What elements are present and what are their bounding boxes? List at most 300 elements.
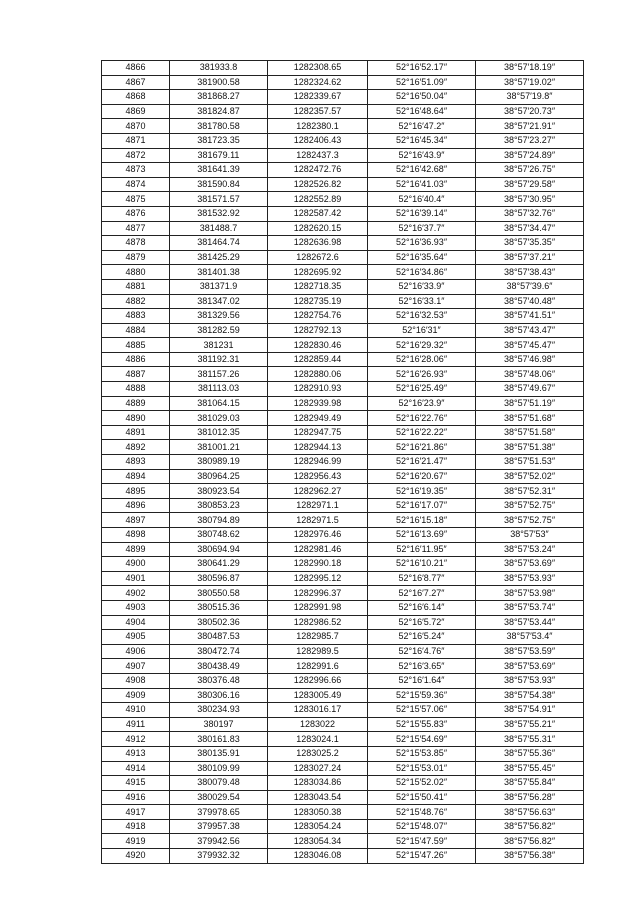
y-coordinate-cell: 1282437.3 <box>268 148 368 163</box>
table-row <box>102 250 584 265</box>
y-coordinate-cell: 1282991.6 <box>268 659 368 674</box>
longitude-cell: 38°57′18.19″ <box>476 61 584 76</box>
point-number-cell: 4913 <box>102 746 170 761</box>
x-coordinate-cell: 381933.8 <box>170 61 268 76</box>
x-coordinate-cell: 380472.74 <box>170 644 268 659</box>
y-coordinate-cell: 1283054.34 <box>268 834 368 849</box>
point-number-cell: 4867 <box>102 75 170 90</box>
longitude-cell: 38°57′51.38″ <box>476 440 584 455</box>
longitude-cell: 38°57′53.69″ <box>476 557 584 572</box>
table-row <box>102 834 584 849</box>
y-coordinate-cell: 1283050.38 <box>268 805 368 820</box>
table-row <box>102 469 584 484</box>
y-coordinate-cell: 1283046.08 <box>268 849 368 864</box>
y-coordinate-cell: 1282880.06 <box>268 367 368 382</box>
y-coordinate-cell: 1282995.12 <box>268 571 368 586</box>
point-number-cell: 4885 <box>102 338 170 353</box>
table-row <box>102 148 584 163</box>
latitude-cell: 52°16′33.1″ <box>368 294 476 309</box>
x-coordinate-cell: 380161.83 <box>170 732 268 747</box>
table-row <box>102 309 584 324</box>
longitude-cell: 38°57′52.75″ <box>476 498 584 513</box>
x-coordinate-cell: 381192.31 <box>170 352 268 367</box>
longitude-cell: 38°57′39.6″ <box>476 279 584 294</box>
point-number-cell: 4881 <box>102 279 170 294</box>
x-coordinate-cell: 381401.38 <box>170 265 268 280</box>
table-row <box>102 425 584 440</box>
x-coordinate-cell: 380923.54 <box>170 484 268 499</box>
latitude-cell: 52°16′8.77″ <box>368 571 476 586</box>
latitude-cell: 52°15′53.85″ <box>368 746 476 761</box>
y-coordinate-cell: 1282947.75 <box>268 425 368 440</box>
x-coordinate-cell: 381780.58 <box>170 119 268 134</box>
y-coordinate-cell: 1282406.43 <box>268 133 368 148</box>
longitude-cell: 38°57′56.28″ <box>476 790 584 805</box>
table-row <box>102 440 584 455</box>
x-coordinate-cell: 381231 <box>170 338 268 353</box>
longitude-cell: 38°57′41.51″ <box>476 309 584 324</box>
y-coordinate-cell: 1282339.67 <box>268 90 368 105</box>
y-coordinate-cell: 1282792.13 <box>268 323 368 338</box>
x-coordinate-cell: 380550.58 <box>170 586 268 601</box>
longitude-cell: 38°57′19.02″ <box>476 75 584 90</box>
table-row <box>102 528 584 543</box>
table-row <box>102 119 584 134</box>
x-coordinate-cell: 381012.35 <box>170 425 268 440</box>
point-number-cell: 4896 <box>102 498 170 513</box>
point-number-cell: 4878 <box>102 236 170 251</box>
table-row <box>102 133 584 148</box>
longitude-cell: 38°57′56.82″ <box>476 819 584 834</box>
x-coordinate-cell: 380989.19 <box>170 455 268 470</box>
x-coordinate-cell: 381371.9 <box>170 279 268 294</box>
y-coordinate-cell: 1282672.6 <box>268 250 368 265</box>
x-coordinate-cell: 380502.36 <box>170 615 268 630</box>
table-row <box>102 192 584 207</box>
table-row <box>102 761 584 776</box>
x-coordinate-cell: 381064.15 <box>170 396 268 411</box>
point-number-cell: 4866 <box>102 61 170 76</box>
y-coordinate-cell: 1282754.76 <box>268 309 368 324</box>
y-coordinate-cell: 1282718.35 <box>268 279 368 294</box>
latitude-cell: 52°15′48.76″ <box>368 805 476 820</box>
y-coordinate-cell: 1282986.52 <box>268 615 368 630</box>
x-coordinate-cell: 380794.89 <box>170 513 268 528</box>
y-coordinate-cell: 1283025.2 <box>268 746 368 761</box>
table-row <box>102 513 584 528</box>
latitude-cell: 52°15′52.02″ <box>368 776 476 791</box>
y-coordinate-cell: 1282695.92 <box>268 265 368 280</box>
longitude-cell: 38°57′30.95″ <box>476 192 584 207</box>
point-number-cell: 4879 <box>102 250 170 265</box>
point-number-cell: 4910 <box>102 703 170 718</box>
y-coordinate-cell: 1282996.66 <box>268 673 368 688</box>
y-coordinate-cell: 1282996.37 <box>268 586 368 601</box>
y-coordinate-cell: 1282990.18 <box>268 557 368 572</box>
x-coordinate-cell: 381113.03 <box>170 382 268 397</box>
longitude-cell: 38°57′49.67″ <box>476 382 584 397</box>
table-row <box>102 411 584 426</box>
latitude-cell: 52°16′45.34″ <box>368 133 476 148</box>
point-number-cell: 4884 <box>102 323 170 338</box>
latitude-cell: 52°16′40.4″ <box>368 192 476 207</box>
x-coordinate-cell: 381723.35 <box>170 133 268 148</box>
latitude-cell: 52°16′28.06″ <box>368 352 476 367</box>
x-coordinate-cell: 380438.49 <box>170 659 268 674</box>
latitude-cell: 52°16′39.14″ <box>368 206 476 221</box>
x-coordinate-cell: 380964.25 <box>170 469 268 484</box>
table-row <box>102 746 584 761</box>
coordinates-table <box>101 60 584 864</box>
table-row <box>102 61 584 76</box>
x-coordinate-cell: 381001.21 <box>170 440 268 455</box>
point-number-cell: 4909 <box>102 688 170 703</box>
point-number-cell: 4872 <box>102 148 170 163</box>
latitude-cell: 52°16′41.03″ <box>368 177 476 192</box>
latitude-cell: 52°16′7.27″ <box>368 586 476 601</box>
table-row <box>102 338 584 353</box>
point-number-cell: 4895 <box>102 484 170 499</box>
longitude-cell: 38°57′55.21″ <box>476 717 584 732</box>
table-row <box>102 367 584 382</box>
coordinates-table-body <box>102 61 584 864</box>
latitude-cell: 52°16′21.86″ <box>368 440 476 455</box>
latitude-cell: 52°15′53.01″ <box>368 761 476 776</box>
longitude-cell: 38°57′51.68″ <box>476 411 584 426</box>
table-row <box>102 586 584 601</box>
point-number-cell: 4920 <box>102 849 170 864</box>
latitude-cell: 52°16′43.9″ <box>368 148 476 163</box>
y-coordinate-cell: 1283054.24 <box>268 819 368 834</box>
x-coordinate-cell: 380596.87 <box>170 571 268 586</box>
table-row <box>102 776 584 791</box>
table-row <box>102 615 584 630</box>
point-number-cell: 4902 <box>102 586 170 601</box>
latitude-cell: 52°15′50.41″ <box>368 790 476 805</box>
latitude-cell: 52°16′51.09″ <box>368 75 476 90</box>
latitude-cell: 52°16′4.76″ <box>368 644 476 659</box>
x-coordinate-cell: 381868.27 <box>170 90 268 105</box>
latitude-cell: 52°16′10.21″ <box>368 557 476 572</box>
table-row <box>102 542 584 557</box>
longitude-cell: 38°57′53.69″ <box>476 659 584 674</box>
point-number-cell: 4915 <box>102 776 170 791</box>
table-row <box>102 455 584 470</box>
table-row <box>102 221 584 236</box>
y-coordinate-cell: 1282971.1 <box>268 498 368 513</box>
latitude-cell: 52°15′55.83″ <box>368 717 476 732</box>
y-coordinate-cell: 1282962.27 <box>268 484 368 499</box>
y-coordinate-cell: 1283005.49 <box>268 688 368 703</box>
point-number-cell: 4905 <box>102 630 170 645</box>
point-number-cell: 4875 <box>102 192 170 207</box>
y-coordinate-cell: 1282380.1 <box>268 119 368 134</box>
y-coordinate-cell: 1282991.98 <box>268 600 368 615</box>
point-number-cell: 4897 <box>102 513 170 528</box>
y-coordinate-cell: 1283027.24 <box>268 761 368 776</box>
y-coordinate-cell: 1282949.49 <box>268 411 368 426</box>
x-coordinate-cell: 381679.11 <box>170 148 268 163</box>
table-row <box>102 790 584 805</box>
longitude-cell: 38°57′21.91″ <box>476 119 584 134</box>
longitude-cell: 38°57′34.47″ <box>476 221 584 236</box>
y-coordinate-cell: 1282976.46 <box>268 528 368 543</box>
latitude-cell: 52°16′23.9″ <box>368 396 476 411</box>
point-number-cell: 4908 <box>102 673 170 688</box>
longitude-cell: 38°57′55.36″ <box>476 746 584 761</box>
y-coordinate-cell: 1283016.17 <box>268 703 368 718</box>
point-number-cell: 4871 <box>102 133 170 148</box>
y-coordinate-cell: 1282620.15 <box>268 221 368 236</box>
point-number-cell: 4877 <box>102 221 170 236</box>
longitude-cell: 38°57′52.02″ <box>476 469 584 484</box>
point-number-cell: 4880 <box>102 265 170 280</box>
y-coordinate-cell: 1282526.82 <box>268 177 368 192</box>
point-number-cell: 4890 <box>102 411 170 426</box>
table-row <box>102 819 584 834</box>
longitude-cell: 38°57′52.31″ <box>476 484 584 499</box>
point-number-cell: 4919 <box>102 834 170 849</box>
latitude-cell: 52°16′6.14″ <box>368 600 476 615</box>
longitude-cell: 38°57′55.45″ <box>476 761 584 776</box>
x-coordinate-cell: 381157.26 <box>170 367 268 382</box>
longitude-cell: 38°57′53.93″ <box>476 673 584 688</box>
y-coordinate-cell: 1282939.98 <box>268 396 368 411</box>
longitude-cell: 38°57′51.19″ <box>476 396 584 411</box>
x-coordinate-cell: 379978.65 <box>170 805 268 820</box>
y-coordinate-cell: 1282946.99 <box>268 455 368 470</box>
point-number-cell: 4912 <box>102 732 170 747</box>
x-coordinate-cell: 381641.39 <box>170 163 268 178</box>
latitude-cell: 52°16′20.67″ <box>368 469 476 484</box>
table-row <box>102 644 584 659</box>
y-coordinate-cell: 1282989.5 <box>268 644 368 659</box>
longitude-cell: 38°57′45.47″ <box>476 338 584 353</box>
table-row <box>102 498 584 513</box>
point-number-cell: 4892 <box>102 440 170 455</box>
table-row <box>102 600 584 615</box>
y-coordinate-cell: 1283034.86 <box>268 776 368 791</box>
x-coordinate-cell: 381425.29 <box>170 250 268 265</box>
y-coordinate-cell: 1282971.5 <box>268 513 368 528</box>
latitude-cell: 52°16′29.32″ <box>368 338 476 353</box>
y-coordinate-cell: 1282308.65 <box>268 61 368 76</box>
latitude-cell: 52°16′5.24″ <box>368 630 476 645</box>
y-coordinate-cell: 1283024.1 <box>268 732 368 747</box>
point-number-cell: 4900 <box>102 557 170 572</box>
latitude-cell: 52°16′17.07″ <box>368 498 476 513</box>
x-coordinate-cell: 381029.03 <box>170 411 268 426</box>
x-coordinate-cell: 381590.84 <box>170 177 268 192</box>
point-number-cell: 4873 <box>102 163 170 178</box>
x-coordinate-cell: 380234.93 <box>170 703 268 718</box>
x-coordinate-cell: 381488.7 <box>170 221 268 236</box>
table-row <box>102 265 584 280</box>
x-coordinate-cell: 380135.91 <box>170 746 268 761</box>
y-coordinate-cell: 1282735.19 <box>268 294 368 309</box>
longitude-cell: 38°57′40.48″ <box>476 294 584 309</box>
y-coordinate-cell: 1282981.46 <box>268 542 368 557</box>
table-row <box>102 163 584 178</box>
point-number-cell: 4887 <box>102 367 170 382</box>
longitude-cell: 38°57′51.53″ <box>476 455 584 470</box>
point-number-cell: 4918 <box>102 819 170 834</box>
point-number-cell: 4891 <box>102 425 170 440</box>
table-row <box>102 177 584 192</box>
table-row <box>102 703 584 718</box>
latitude-cell: 52°16′19.35″ <box>368 484 476 499</box>
point-number-cell: 4888 <box>102 382 170 397</box>
point-number-cell: 4914 <box>102 761 170 776</box>
longitude-cell: 38°57′35.35″ <box>476 236 584 251</box>
longitude-cell: 38°57′32.76″ <box>476 206 584 221</box>
point-number-cell: 4903 <box>102 600 170 615</box>
longitude-cell: 38°57′23.27″ <box>476 133 584 148</box>
x-coordinate-cell: 380376.48 <box>170 673 268 688</box>
point-number-cell: 4894 <box>102 469 170 484</box>
x-coordinate-cell: 380641.29 <box>170 557 268 572</box>
table-row <box>102 90 584 105</box>
point-number-cell: 4901 <box>102 571 170 586</box>
longitude-cell: 38°57′56.63″ <box>476 805 584 820</box>
table-row <box>102 659 584 674</box>
longitude-cell: 38°57′38.43″ <box>476 265 584 280</box>
latitude-cell: 52°16′13.69″ <box>368 528 476 543</box>
table-row <box>102 717 584 732</box>
table-row <box>102 571 584 586</box>
x-coordinate-cell: 381824.87 <box>170 104 268 119</box>
table-row <box>102 104 584 119</box>
point-number-cell: 4917 <box>102 805 170 820</box>
latitude-cell: 52°16′34.86″ <box>368 265 476 280</box>
longitude-cell: 38°57′55.84″ <box>476 776 584 791</box>
y-coordinate-cell: 1282859.44 <box>268 352 368 367</box>
y-coordinate-cell: 1282830.46 <box>268 338 368 353</box>
point-number-cell: 4883 <box>102 309 170 324</box>
x-coordinate-cell: 380515.36 <box>170 600 268 615</box>
y-coordinate-cell: 1282910.93 <box>268 382 368 397</box>
latitude-cell: 52°16′35.64″ <box>368 250 476 265</box>
longitude-cell: 38°57′29.58″ <box>476 177 584 192</box>
longitude-cell: 38°57′46.98″ <box>476 352 584 367</box>
x-coordinate-cell: 380029.54 <box>170 790 268 805</box>
longitude-cell: 38°57′54.38″ <box>476 688 584 703</box>
table-row <box>102 323 584 338</box>
table-row <box>102 382 584 397</box>
x-coordinate-cell: 381329.56 <box>170 309 268 324</box>
table-row <box>102 206 584 221</box>
y-coordinate-cell: 1282956.43 <box>268 469 368 484</box>
table-row <box>102 352 584 367</box>
point-number-cell: 4907 <box>102 659 170 674</box>
point-number-cell: 4911 <box>102 717 170 732</box>
latitude-cell: 52°16′21.47″ <box>368 455 476 470</box>
latitude-cell: 52°15′47.59″ <box>368 834 476 849</box>
x-coordinate-cell: 380694.94 <box>170 542 268 557</box>
x-coordinate-cell: 381347.02 <box>170 294 268 309</box>
latitude-cell: 52°16′11.95″ <box>368 542 476 557</box>
longitude-cell: 38°57′37.21″ <box>476 250 584 265</box>
longitude-cell: 38°57′55.31″ <box>476 732 584 747</box>
table-row <box>102 279 584 294</box>
longitude-cell: 38°57′54.91″ <box>476 703 584 718</box>
latitude-cell: 52°16′5.72″ <box>368 615 476 630</box>
longitude-cell: 38°57′53.24″ <box>476 542 584 557</box>
longitude-cell: 38°57′53.74″ <box>476 600 584 615</box>
longitude-cell: 38°57′53.98″ <box>476 586 584 601</box>
longitude-cell: 38°57′26.75″ <box>476 163 584 178</box>
table-row <box>102 805 584 820</box>
longitude-cell: 38°57′43.47″ <box>476 323 584 338</box>
latitude-cell: 52°15′48.07″ <box>368 819 476 834</box>
point-number-cell: 4882 <box>102 294 170 309</box>
table-row <box>102 630 584 645</box>
latitude-cell: 52°16′1.64″ <box>368 673 476 688</box>
latitude-cell: 52°16′33.9″ <box>368 279 476 294</box>
longitude-cell: 38°57′56.38″ <box>476 849 584 864</box>
x-coordinate-cell: 380306.16 <box>170 688 268 703</box>
longitude-cell: 38°57′19.8″ <box>476 90 584 105</box>
point-number-cell: 4869 <box>102 104 170 119</box>
latitude-cell: 52°16′50.04″ <box>368 90 476 105</box>
point-number-cell: 4899 <box>102 542 170 557</box>
y-coordinate-cell: 1282944.13 <box>268 440 368 455</box>
point-number-cell: 4893 <box>102 455 170 470</box>
latitude-cell: 52°16′32.53″ <box>368 309 476 324</box>
point-number-cell: 4904 <box>102 615 170 630</box>
latitude-cell: 52°16′26.93″ <box>368 367 476 382</box>
y-coordinate-cell: 1283022 <box>268 717 368 732</box>
x-coordinate-cell: 381464.74 <box>170 236 268 251</box>
x-coordinate-cell: 381282.59 <box>170 323 268 338</box>
point-number-cell: 4870 <box>102 119 170 134</box>
longitude-cell: 38°57′20.73″ <box>476 104 584 119</box>
latitude-cell: 52°16′15.18″ <box>368 513 476 528</box>
table-row <box>102 294 584 309</box>
longitude-cell: 38°57′24.89″ <box>476 148 584 163</box>
y-coordinate-cell: 1282985.7 <box>268 630 368 645</box>
x-coordinate-cell: 380487.53 <box>170 630 268 645</box>
table-row <box>102 849 584 864</box>
x-coordinate-cell: 380109.99 <box>170 761 268 776</box>
latitude-cell: 52°16′36.93″ <box>368 236 476 251</box>
x-coordinate-cell: 380079.48 <box>170 776 268 791</box>
point-number-cell: 4898 <box>102 528 170 543</box>
latitude-cell: 52°16′47.2″ <box>368 119 476 134</box>
longitude-cell: 38°57′53.44″ <box>476 615 584 630</box>
latitude-cell: 52°16′22.22″ <box>368 425 476 440</box>
table-row <box>102 484 584 499</box>
table-row <box>102 688 584 703</box>
latitude-cell: 52°15′59.36″ <box>368 688 476 703</box>
x-coordinate-cell: 380197 <box>170 717 268 732</box>
point-number-cell: 4876 <box>102 206 170 221</box>
table-row <box>102 673 584 688</box>
latitude-cell: 52°15′54.69″ <box>368 732 476 747</box>
x-coordinate-cell: 379942.56 <box>170 834 268 849</box>
x-coordinate-cell: 379957.38 <box>170 819 268 834</box>
longitude-cell: 38°57′52.75″ <box>476 513 584 528</box>
latitude-cell: 52°16′22.76″ <box>368 411 476 426</box>
latitude-cell: 52°16′42.68″ <box>368 163 476 178</box>
y-coordinate-cell: 1282472.76 <box>268 163 368 178</box>
table-row <box>102 75 584 90</box>
table-row <box>102 396 584 411</box>
longitude-cell: 38°57′48.06″ <box>476 367 584 382</box>
point-number-cell: 4889 <box>102 396 170 411</box>
table-row <box>102 557 584 572</box>
latitude-cell: 52°16′25.49″ <box>368 382 476 397</box>
